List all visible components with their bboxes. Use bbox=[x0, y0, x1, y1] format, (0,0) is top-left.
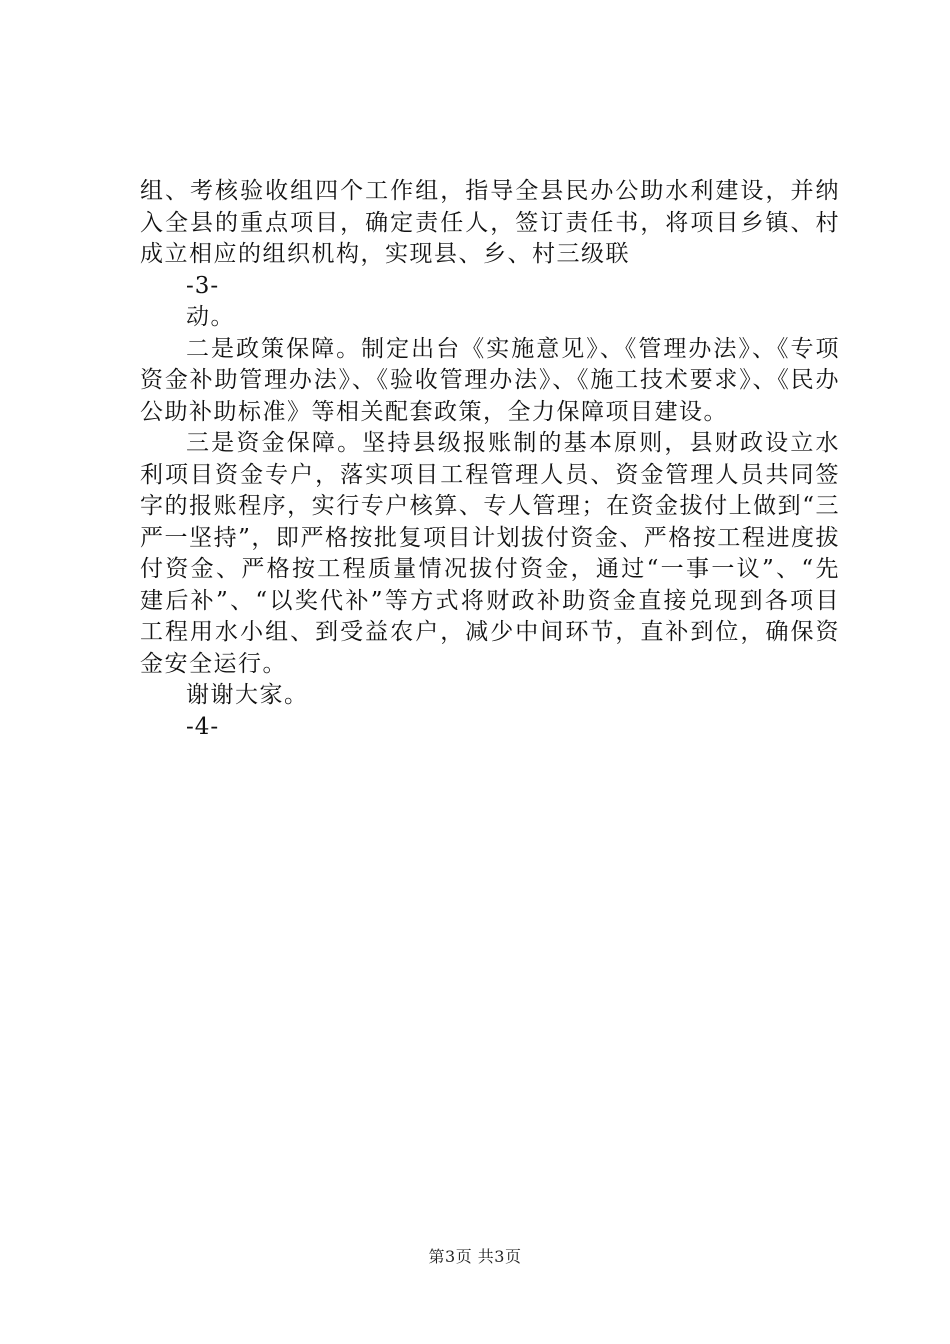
paragraph-closing: 谢谢大家。 bbox=[186, 682, 309, 708]
page-number-marker: -4- bbox=[186, 713, 220, 740]
paragraph-continuation: 组、考核验收组四个工作组，指导全县民办公助水利建设，并纳入全县的重点项目，确定责任人，签订责任书，将项目乡镇、村成立相应的组织机构，实现县、乡、村三级联 bbox=[140, 178, 840, 267]
paragraph-continuation-end: 动。 bbox=[186, 304, 235, 330]
page-number-marker: -3- bbox=[186, 272, 220, 299]
document-body bbox=[140, 176, 840, 743]
page-footer: 第3页 共3页 bbox=[428, 1247, 522, 1266]
paragraph-funding-guarantee: 三是资金保障。坚持县级报账制的基本原则，县财政设立水利项目资金专户，落实项目工程管理人员、资金管理人员共同签字的报账程序，实行专户核算、专人管理；在资金拔付上做到“三严一坚持”，即严格按批复项目计划拔付资金、严格按工程进度拔付资金、严格按工程质量情况拔付资金，通过“一事一议”、“先建后补”、“以奖代补”等方式将财政补助资金直接兑现到各项目工程用水小组、到受益农户，减少中间环节，直补到位，确保资金安全运行。 bbox=[140, 430, 840, 677]
paragraph-policy-guarantee: 二是政策保障。制定出台《实施意见》、《管理办法》、《专项资金补助管理办法》、《验收管理办法》、《施工技术要求》、《民办公助补助标准》等相关配套政策，全力保障项目建设。 bbox=[140, 335, 840, 425]
